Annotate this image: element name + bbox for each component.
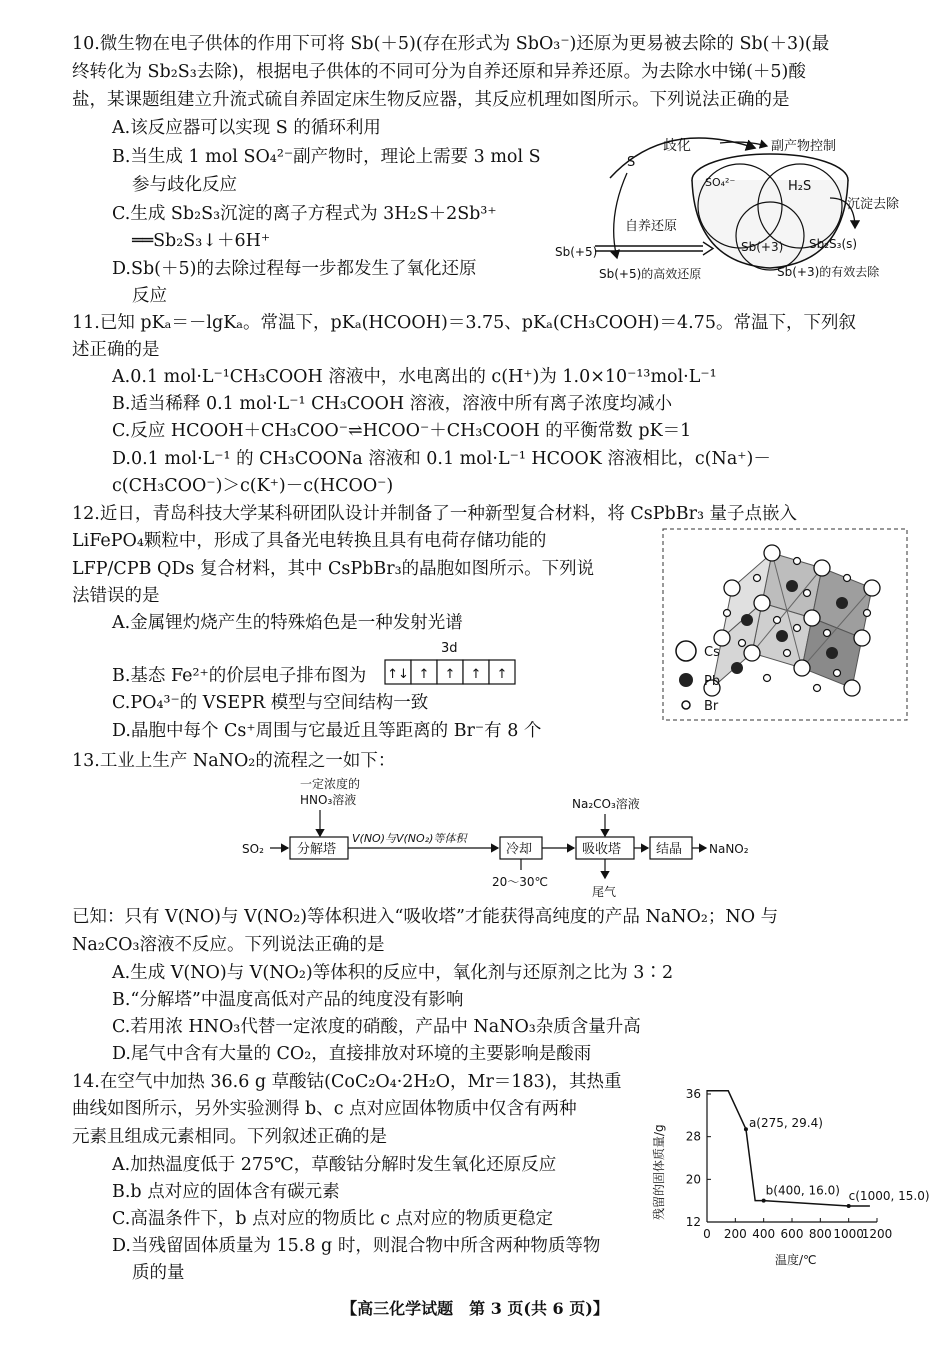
q11-option-a: A.0.1 mol·L⁻¹CH₃COOH 溶液中，水电离出的 c(H⁺)为 1.0×10⁻¹³mol·L⁻¹ bbox=[112, 367, 717, 387]
annotation-label: a(275, 29.4) bbox=[748, 1116, 823, 1131]
cs-atom bbox=[724, 580, 740, 596]
thermogravimetric-chart bbox=[645, 1080, 935, 1270]
s-label: S bbox=[627, 155, 636, 170]
cs-legend-icon bbox=[676, 641, 696, 661]
y-tick-label: 20 bbox=[685, 1172, 701, 1187]
decomp-tower-label: 分解塔 bbox=[297, 842, 337, 857]
annotation-point bbox=[847, 1204, 851, 1208]
product-label: NaNO₂ bbox=[709, 842, 749, 856]
cooler-label: 冷却 bbox=[506, 842, 533, 857]
q13-option-c: C.若用浓 HNO₃代替一定浓度的硝酸，产品中 NaNO₃杂质含量升高 bbox=[112, 1017, 641, 1037]
q12-stem-line-2: LiFePO₄颗粒中，形成了具备光电转换且具有电荷存储功能的 bbox=[72, 531, 547, 551]
q11-option-c: C.反应 HCOOH＋CH₃COO⁻⇌HCOO⁻＋CH₃COOH 的平衡常数 pK＝1 bbox=[112, 421, 692, 441]
q11-stem-line-1: 11.已知 pKₐ＝－lgKₐ。常温下，pKₐ(HCOOH)＝3.75、pKₐ(CH₃COOH)＝4.75。常温下，下列叙 bbox=[72, 313, 856, 333]
pb-atom bbox=[731, 662, 743, 674]
q14-option-c: C.高温条件下，b 点对应的物质比 c 点对应的物质更稳定 bbox=[112, 1209, 554, 1229]
br-atom bbox=[739, 640, 746, 647]
q14-option-d: D.当残留固体质量为 15.8 g 时，则混合物中所含两种物质等物 bbox=[112, 1236, 601, 1256]
cs-atom bbox=[864, 580, 880, 596]
legend-br: Br bbox=[704, 699, 719, 714]
annotation-label: c(1000, 15.0) bbox=[848, 1189, 930, 1203]
sb3-eff-label: Sb(+3)的有效去除 bbox=[777, 265, 880, 279]
q10-option-d-cont: 反应 bbox=[132, 286, 167, 306]
q11-option-d: D.0.1 mol·L⁻¹ 的 CH₃COONa 溶液和 0.1 mol·L⁻¹ HCOOK 溶液相比，c(Na⁺)－ bbox=[112, 449, 771, 469]
cs-atom bbox=[854, 630, 870, 646]
orbital-electron: ↑ bbox=[470, 667, 482, 682]
x-tick-label: 200 bbox=[723, 1227, 747, 1241]
gas-label: V(NO)与V(NO₂)等体积 bbox=[352, 832, 467, 845]
q13-process-flowchart bbox=[240, 774, 770, 900]
q10-option-d: D.Sb(＋5)的去除过程每一步都发生了氧化还原 bbox=[112, 259, 477, 279]
x-tick-label: 400 bbox=[752, 1227, 776, 1241]
q14-option-b: B.b 点对应的固体含有碳元素 bbox=[112, 1182, 340, 1202]
br-atom bbox=[794, 558, 801, 565]
q14-option-a: A.加热温度低于 275℃，草酸钴分解时发生氧化还原反应 bbox=[112, 1155, 557, 1175]
chart-xlabel: 温度/℃ bbox=[775, 1253, 817, 1267]
y-tick-label: 28 bbox=[685, 1129, 701, 1144]
pb-atom bbox=[776, 630, 788, 642]
orbital-electron: ↑ bbox=[418, 667, 430, 682]
q10-stem-line-2: 终转化为 Sb₂S₃去除)，根据电子供体的不同可分为自养还原和异养还原。为去除水中锑(＋5)酸 bbox=[72, 62, 806, 82]
pb-atom bbox=[786, 580, 798, 592]
absorber-label: 吸收塔 bbox=[582, 842, 622, 857]
annotation-point bbox=[744, 1127, 748, 1131]
sb3-label: Sb(+3) bbox=[741, 240, 784, 254]
q14-option-d-cont: 质的量 bbox=[132, 1263, 185, 1283]
br-atom bbox=[864, 610, 871, 617]
q13-given-line-2: Na₂CO₃溶液不反应。下列说法正确的是 bbox=[72, 935, 385, 955]
reactor-bowl bbox=[692, 180, 848, 268]
y-tick-label: 12 bbox=[685, 1215, 701, 1229]
y-tick-label: 36 bbox=[685, 1087, 701, 1101]
q11-stem-line-2: 述正确的是 bbox=[72, 340, 160, 360]
pb-atom bbox=[826, 647, 838, 659]
q12-option-c: C.PO₄³⁻的 VSEPR 模型与空间结构一致 bbox=[112, 693, 429, 713]
q13-option-d: D.尾气中含有大量的 CO₂，直接排放对环境的主要影响是酸雨 bbox=[112, 1044, 592, 1064]
byproduct-label: 副产物控制 bbox=[771, 139, 837, 154]
orbital-electron: ↑ bbox=[444, 667, 456, 682]
so2-label: SO₂ bbox=[242, 842, 264, 856]
hno3-label-1: 一定浓度的 bbox=[300, 777, 361, 791]
cspbbr3-unit-cell-figure bbox=[662, 528, 908, 721]
cs-atom bbox=[744, 645, 760, 661]
q10-stem-line-1: 10.微生物在电子供体的作用下可将 Sb(＋5)(存在形式为 SbO₃⁻)还原为更易被去除的 Sb(＋3)(最 bbox=[72, 34, 830, 54]
q12-option-a: A.金属锂灼烧产生的特殊焰色是一种发射光谱 bbox=[112, 613, 463, 633]
precip-label: 沉淀去除 bbox=[847, 197, 900, 212]
legend-pb: Pb bbox=[704, 674, 721, 689]
h2s-label: H₂S bbox=[788, 179, 812, 194]
q13-title: 13.工业上生产 NaNO₂的流程之一如下： bbox=[72, 751, 396, 771]
fe2-orbital-diagram bbox=[383, 638, 523, 690]
br-atom bbox=[754, 575, 761, 582]
br-atom bbox=[764, 675, 771, 682]
cs-atom bbox=[844, 680, 860, 696]
qihua-label: 歧化 bbox=[663, 138, 691, 154]
legend-cs: Cs bbox=[704, 645, 720, 660]
sb5-label: Sb(+5) bbox=[555, 245, 598, 259]
q13-option-a: A.生成 V(NO)与 V(NO₂)等体积的反应中，氧化剂与还原剂之比为 3∶2 bbox=[112, 963, 674, 983]
br-legend-icon bbox=[682, 701, 690, 709]
br-atom bbox=[724, 610, 731, 617]
q10-option-c: C.生成 Sb₂S₃沉淀的离子方程式为 3H₂S＋2Sb³⁺ bbox=[112, 204, 497, 224]
na2co3-label: Na₂CO₃溶液 bbox=[572, 797, 640, 811]
q12-stem-line-4: 法错误的是 bbox=[72, 586, 160, 606]
q14-stem-line-3: 元素且组成元素相同。下列叙述正确的是 bbox=[72, 1127, 387, 1147]
q11-option-b: B.适当稀释 0.1 mol·L⁻¹ CH₃COOH 溶液，溶液中所有离子浓度均减小 bbox=[112, 394, 673, 414]
q12-option-d: D.晶胞中每个 Cs⁺周围与它最近且等距离的 Br⁻有 8 个 bbox=[112, 721, 542, 741]
pb-legend-icon bbox=[679, 673, 693, 687]
chart-ylabel: 残留的固体质量/g bbox=[652, 1124, 666, 1220]
x-tick-label: 600 bbox=[780, 1227, 804, 1241]
br-atom bbox=[844, 575, 851, 582]
pb-atom bbox=[836, 597, 848, 609]
br-atom bbox=[834, 670, 841, 677]
q10-option-c-cont: ══Sb₂S₃↓＋6H⁺ bbox=[132, 231, 271, 251]
ziyang-label: 自养还原 bbox=[625, 219, 678, 234]
hno3-label-2: HNO₃溶液 bbox=[300, 793, 357, 807]
cs-atom bbox=[804, 610, 820, 626]
q10-option-a: A.该反应器可以实现 S 的循环利用 bbox=[112, 118, 381, 138]
orbital-electron: ↑↓ bbox=[387, 667, 409, 682]
x-tick-label: 800 bbox=[808, 1227, 832, 1241]
page-footer: 【高三化学试题 第 3 页(共 6 页)】 bbox=[341, 1299, 609, 1318]
x-tick-label: 1000 bbox=[833, 1227, 864, 1241]
br-atom bbox=[824, 630, 831, 637]
q14-stem-line-2: 曲线如图所示，另外实验测得 b、c 点对应固体物质中仅含有两种 bbox=[72, 1099, 577, 1119]
q12-stem-line-1: 12.近日，青岛科技大学某科研团队设计并制备了一种新型复合材料，将 CsPbBr₃ 量子点嵌入 bbox=[72, 504, 798, 524]
so4-label: SO₄²⁻ bbox=[705, 176, 736, 189]
br-atom bbox=[804, 590, 811, 597]
x-tick-label: 0 bbox=[703, 1227, 711, 1241]
temp-label: 20～30℃ bbox=[492, 875, 549, 889]
br-atom bbox=[814, 685, 821, 692]
cs-atom bbox=[764, 545, 780, 561]
cs-atom bbox=[814, 560, 830, 576]
q14-stem-line-1: 14.在空气中加热 36.6 g 草酸钴(CoC₂O₄·2H₂O，Mr＝183)，其热重 bbox=[72, 1072, 622, 1092]
orbital-3d-label: 3d bbox=[441, 641, 458, 656]
q10-mechanism-diagram bbox=[555, 118, 925, 296]
br-atom bbox=[784, 650, 791, 657]
q11-option-d-cont: c(CH₃COO⁻)＞c(K⁺)－c(HCOO⁻) bbox=[112, 476, 394, 496]
x-tick-label: 1200 bbox=[861, 1227, 893, 1241]
q10-option-b-cont: 参与歧化反应 bbox=[132, 175, 237, 195]
q13-option-b: B.“分解塔”中温度高低对产品的纯度没有影响 bbox=[112, 990, 464, 1010]
cs-atom bbox=[714, 630, 730, 646]
crystallizer-label: 结晶 bbox=[656, 842, 683, 857]
q12-option-b: B.基态 Fe²⁺的价层电子排布图为 bbox=[112, 666, 367, 686]
q13-given-line-1: 已知：只有 V(NO)与 V(NO₂)等体积进入“吸收塔”才能获得高纯度的产品 NaNO₂；NO 与 bbox=[72, 907, 779, 927]
tail-gas-label: 尾气 bbox=[592, 885, 617, 899]
annotation-point bbox=[762, 1199, 766, 1203]
br-atom bbox=[794, 625, 801, 632]
sb2s3-label: Sb₂S₃(s) bbox=[809, 237, 858, 251]
pb-atom bbox=[741, 614, 753, 626]
q10-stem-line-3: 盐，某课题组建立升流式硫自养固定床生物反应器，其反应机理如图所示。下列说法正确的是 bbox=[72, 90, 790, 110]
cs-atom bbox=[794, 660, 810, 676]
orbital-electron: ↑ bbox=[496, 667, 508, 682]
q10-option-b: B.当生成 1 mol SO₄²⁻副产物时，理论上需要 3 mol S bbox=[112, 147, 541, 167]
q12-stem-line-3: LFP/CPB QDs 复合材料，其中 CsPbBr₃的晶胞如图所示。下列说 bbox=[72, 559, 595, 579]
cs-atom bbox=[754, 595, 770, 611]
br-atom bbox=[774, 617, 781, 624]
sb5-eff-label: Sb(+5)的高效还原 bbox=[599, 267, 702, 281]
annotation-label: b(400, 16.0) bbox=[765, 1183, 840, 1198]
